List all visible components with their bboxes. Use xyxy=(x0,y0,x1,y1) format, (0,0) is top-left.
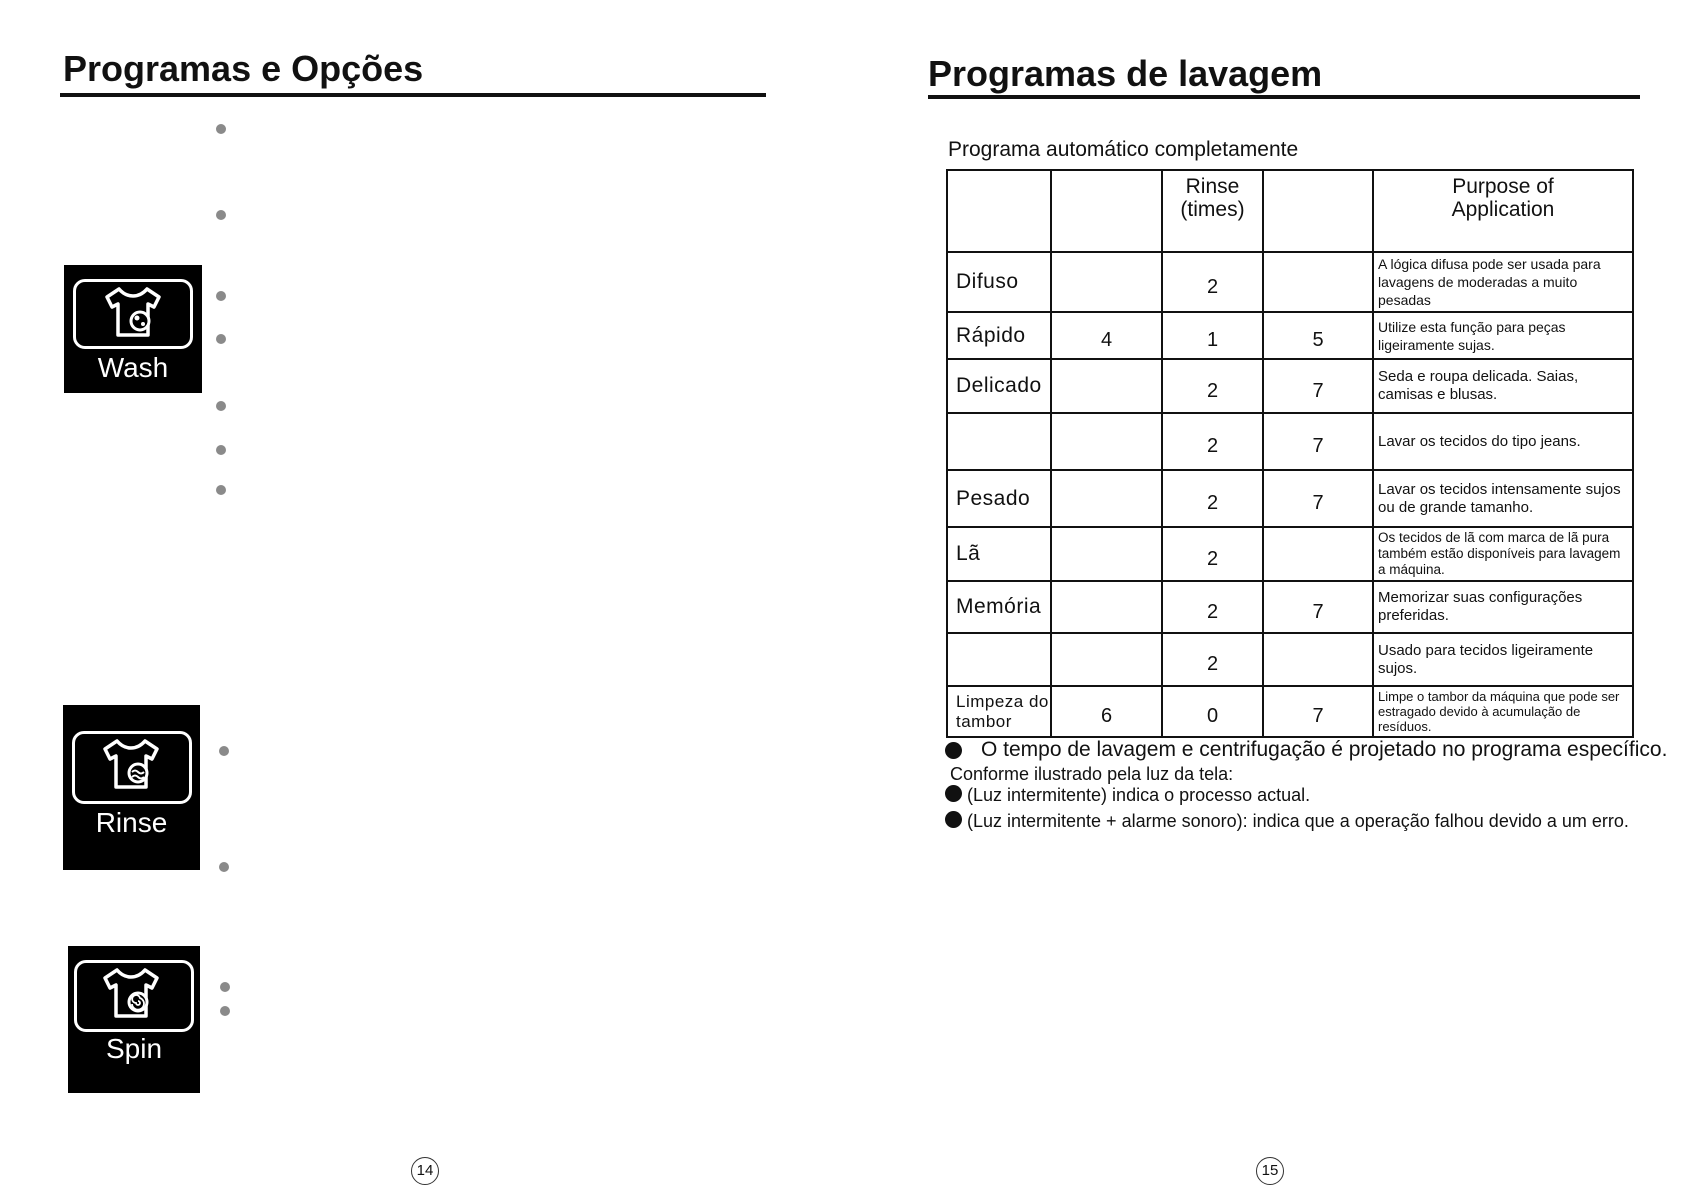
cell-value: 7 xyxy=(1263,581,1373,633)
bullet xyxy=(220,1006,230,1016)
note-bullet xyxy=(945,742,962,759)
table-row xyxy=(947,252,1633,312)
cell-value: 4 xyxy=(1051,312,1162,359)
purpose-text: Os tecidos de lã com marca de lã pura também estão disponíveis para lavagem a máquina. xyxy=(1373,527,1633,581)
cell-value xyxy=(1263,252,1373,312)
cell-value: 7 xyxy=(1263,686,1373,737)
program-name: Pesado xyxy=(947,470,1051,527)
bullet xyxy=(219,746,229,756)
table-subtitle: Programa automático completamente xyxy=(948,138,1299,161)
spin-label: Spin xyxy=(105,1033,163,1064)
left-title-rule xyxy=(60,93,766,97)
table-row xyxy=(947,470,1633,527)
purpose-text: A lógica difusa pode ser usada para lavagens de moderadas a muito pesadas xyxy=(1373,252,1633,312)
purpose-text: Limpe o tambor da máquina que pode ser estragado devido à acumulação de resíduos. xyxy=(1373,686,1633,737)
cell-value xyxy=(1051,413,1162,470)
purpose-text: Utilize esta função para peças ligeiramente sujas. xyxy=(1373,312,1633,359)
bullet xyxy=(216,124,226,134)
shirt-spin-icon xyxy=(99,966,163,1022)
rinse-times: 2 xyxy=(1162,527,1263,581)
program-name xyxy=(947,633,1051,686)
table-row xyxy=(947,312,1633,359)
cell-value xyxy=(1263,633,1373,686)
program-name: Memória xyxy=(947,581,1051,633)
bullet xyxy=(216,291,226,301)
rinse-tile xyxy=(63,705,200,870)
cell-value xyxy=(1051,470,1162,527)
rinse-label: Rinse xyxy=(95,807,168,838)
wash-tile xyxy=(64,265,202,393)
right-title-rule xyxy=(928,95,1640,99)
cell-value: 5 xyxy=(1263,312,1373,359)
cell-value xyxy=(1051,527,1162,581)
purpose-text: Lavar os tecidos intensamente sujos ou de grande tamanho. xyxy=(1373,470,1633,527)
header-cell xyxy=(1051,170,1162,252)
note-bullet xyxy=(945,811,962,828)
wash-label: Wash xyxy=(97,352,169,383)
bullet xyxy=(216,445,226,455)
shirt-wash-icon xyxy=(101,285,165,341)
table-row xyxy=(947,686,1633,737)
spin-tile xyxy=(68,946,200,1093)
cell-value: 7 xyxy=(1263,413,1373,470)
header-rinse: Rinse (times) xyxy=(1162,170,1263,252)
programs-table xyxy=(946,169,1634,738)
header-cell xyxy=(947,170,1051,252)
page-number-left: 14 xyxy=(411,1157,439,1185)
left-page-title: Programas e Opções xyxy=(63,48,424,89)
cell-value: 6 xyxy=(1051,686,1162,737)
program-name: Difuso xyxy=(947,252,1051,312)
table-row xyxy=(947,581,1633,633)
note-main: O tempo de lavagem e centrifugação é projetado no programa específico. xyxy=(981,738,1668,761)
bullet xyxy=(216,401,226,411)
header-purpose: Purpose of Application xyxy=(1373,170,1633,252)
table-row xyxy=(947,527,1633,581)
bullet xyxy=(216,485,226,495)
cell-value xyxy=(1051,359,1162,413)
cell-value xyxy=(1051,581,1162,633)
table-row xyxy=(947,633,1633,686)
bullet xyxy=(220,982,230,992)
shirt-rinse-icon xyxy=(99,737,163,793)
note-flash: (Luz intermitente) indica o processo actual. xyxy=(967,785,1311,805)
cell-value xyxy=(1051,633,1162,686)
note-alarm: (Luz intermitente + alarme sonoro): indica que a operação falhou devido a um erro. xyxy=(967,811,1629,831)
bullet xyxy=(219,862,229,872)
note-conforme: Conforme ilustrado pela luz da tela: xyxy=(950,764,1234,784)
table-row xyxy=(947,359,1633,413)
program-name xyxy=(947,413,1051,470)
purpose-text: Lavar os tecidos do tipo jeans. xyxy=(1373,413,1633,470)
rinse-times: 2 xyxy=(1162,581,1263,633)
cell-value xyxy=(1051,252,1162,312)
bullet xyxy=(216,334,226,344)
cell-value: 7 xyxy=(1263,359,1373,413)
bullet xyxy=(216,210,226,220)
cell-value xyxy=(1263,527,1373,581)
note-bullet xyxy=(945,785,962,802)
program-name: Rápido xyxy=(947,312,1051,359)
rinse-times: 2 xyxy=(1162,633,1263,686)
purpose-text: Seda e roupa delicada. Saias, camisas e blusas. xyxy=(1373,359,1633,413)
rinse-times: 2 xyxy=(1162,359,1263,413)
program-name: Limpeza do tambor xyxy=(947,686,1051,737)
rinse-times: 2 xyxy=(1162,413,1263,470)
page-number-right: 15 xyxy=(1256,1157,1284,1185)
purpose-text: Usado para tecidos ligeiramente sujos. xyxy=(1373,633,1633,686)
cell-value: 7 xyxy=(1263,470,1373,527)
rinse-times: 1 xyxy=(1162,312,1263,359)
rinse-times: 2 xyxy=(1162,470,1263,527)
program-name: Delicado xyxy=(947,359,1051,413)
purpose-text: Memorizar suas configurações preferidas. xyxy=(1373,581,1633,633)
program-name: Lã xyxy=(947,527,1051,581)
right-page-title: Programas de lavagem xyxy=(928,53,1323,94)
header-cell xyxy=(1263,170,1373,252)
rinse-times: 0 xyxy=(1162,686,1263,737)
rinse-times: 2 xyxy=(1162,252,1263,312)
table-row xyxy=(947,413,1633,470)
